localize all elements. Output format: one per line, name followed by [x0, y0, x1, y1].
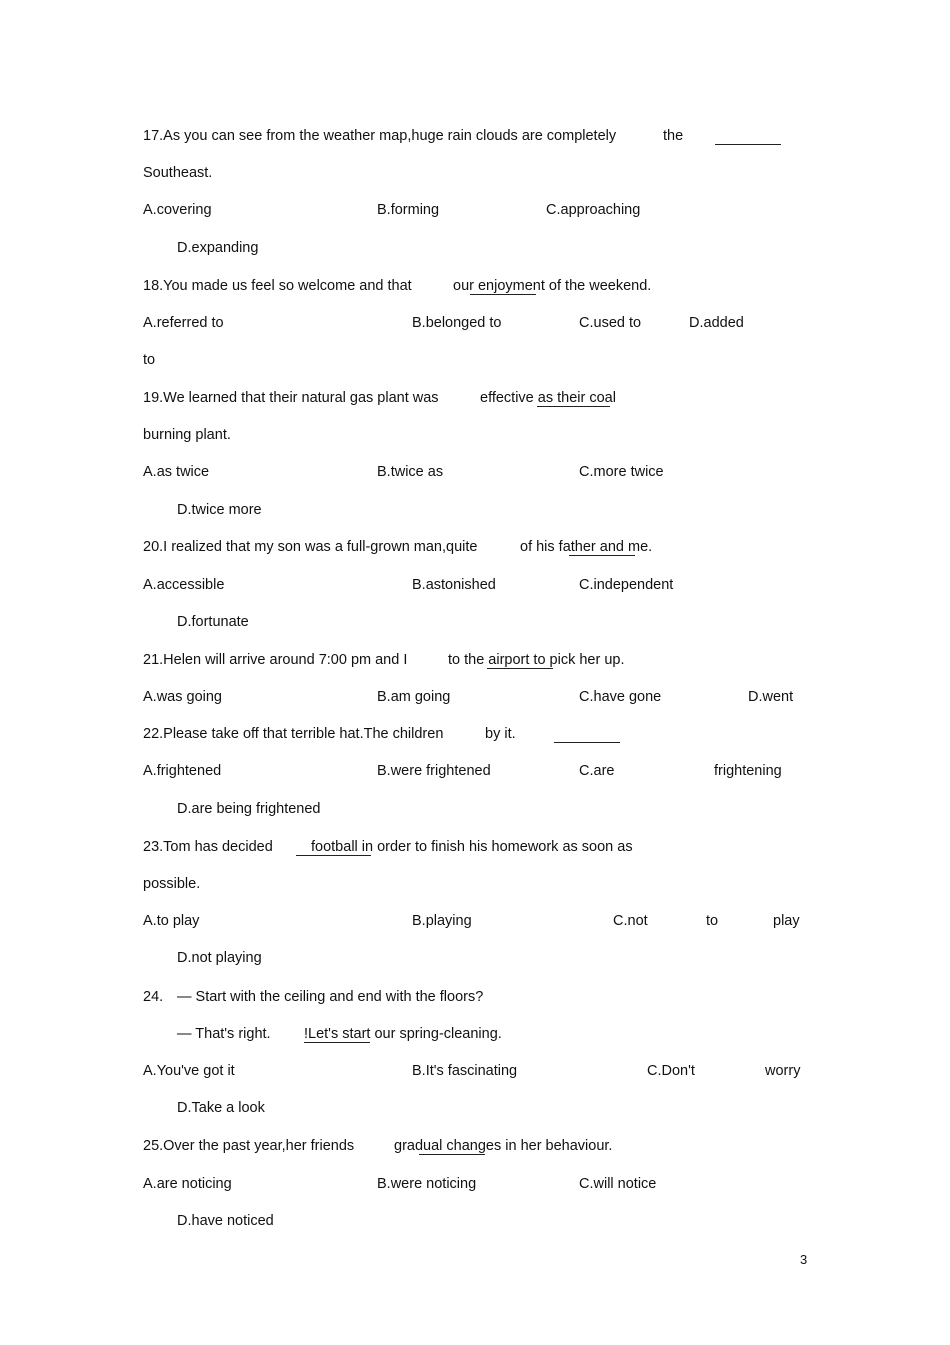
- q21-option-d: D.went: [748, 689, 794, 705]
- q19-option-a: A.as twice: [143, 464, 210, 480]
- answer-blank: [569, 555, 635, 556]
- q21-option-c: C.have gone: [579, 689, 662, 705]
- answer-blank: [419, 1154, 485, 1155]
- q18-option-a: A.referred to: [143, 315, 224, 331]
- q17-stem-end: the: [663, 128, 684, 144]
- q21-option-b: B.am going: [377, 689, 451, 705]
- q25-stem: 25.Over the past year,her friends: [143, 1138, 355, 1154]
- q19-option-b: B.twice as: [377, 464, 444, 480]
- q22-stem-end: by it.: [485, 726, 516, 742]
- q20-option-b: B.astonished: [412, 577, 496, 593]
- q18-option-b: B.belonged to: [412, 315, 502, 331]
- q17-option-d: D.expanding: [177, 240, 259, 256]
- answer-blank: [715, 144, 781, 145]
- q17-stem: 17.As you can see from the weather map,huge rain clouds are completely: [143, 128, 617, 144]
- answer-blank: [296, 855, 371, 856]
- page-number: 3: [800, 1252, 808, 1267]
- q23-stem-cont: possible.: [143, 876, 201, 892]
- answer-blank: [554, 742, 620, 743]
- q20-stem-end: of his father and me.: [520, 539, 653, 555]
- q19-option-d: D.twice more: [177, 502, 262, 518]
- q18-option-c: C.used to: [579, 315, 642, 331]
- q17-option-b: B.forming: [377, 202, 440, 218]
- q19-stem: 19.We learned that their natural gas plant was: [143, 390, 439, 406]
- q24-option-d: D.Take a look: [177, 1100, 265, 1116]
- q21-stem-end: to the airport to pick her up.: [448, 652, 625, 668]
- q24-option-c-cont: worry: [765, 1063, 801, 1079]
- q20-option-a: A.accessible: [143, 577, 225, 593]
- q20-stem: 20.I realized that my son was a full-grown man,quite: [143, 539, 478, 555]
- q24-option-c: C.Don't: [647, 1063, 695, 1079]
- q25-option-b: B.were noticing: [377, 1176, 477, 1192]
- q22-option-c: C.are: [579, 763, 615, 779]
- q23-option-a: A.to play: [143, 913, 200, 929]
- q17-option-c: C.approaching: [546, 202, 641, 218]
- q24-dialog-line-2-end: !Let's start our spring-cleaning.: [304, 1026, 502, 1042]
- answer-blank: [537, 406, 610, 407]
- q25-stem-end: gradual changes in her behaviour.: [394, 1138, 613, 1154]
- q20-option-c: C.independent: [579, 577, 674, 593]
- q21-stem: 21.Helen will arrive around 7:00 pm and I: [143, 652, 408, 668]
- q24-option-a: A.You've got it: [143, 1063, 235, 1079]
- q25-option-a: A.are noticing: [143, 1176, 232, 1192]
- q25-option-d: D.have noticed: [177, 1213, 274, 1229]
- q17-stem-cont: Southeast.: [143, 165, 213, 181]
- q22-option-a: A.frightened: [143, 763, 222, 779]
- q23-option-c: C.not: [613, 913, 648, 929]
- q22-option-b: B.were frightened: [377, 763, 491, 779]
- q22-stem: 22.Please take off that terrible hat.The children: [143, 726, 444, 742]
- q18-option-d: D.added: [689, 315, 744, 331]
- q23-option-c-play: play: [773, 913, 800, 929]
- q18-option-d-cont: to: [143, 352, 156, 368]
- q19-stem-cont: burning plant.: [143, 427, 231, 443]
- answer-blank: [304, 1042, 370, 1043]
- q19-option-c: C.more twice: [579, 464, 664, 480]
- q24-number: 24.: [143, 989, 164, 1005]
- q23-option-c-to: to: [706, 913, 719, 929]
- q24-dialog-line-1: — Start with the ceiling and end with the floors?: [177, 989, 484, 1005]
- q17-option-a: A.covering: [143, 202, 212, 218]
- q18-stem-end: our enjoyment of the weekend.: [453, 278, 652, 294]
- q23-stem: 23.Tom has decided: [143, 839, 273, 855]
- q23-option-d: D.not playing: [177, 950, 262, 966]
- answer-blank: [487, 668, 553, 669]
- q20-option-d: D.fortunate: [177, 614, 249, 630]
- answer-blank: [470, 294, 536, 295]
- q23-stem-end: football in order to finish his homework as soon as: [311, 839, 633, 855]
- q24-dialog-line-2: — That's right.: [177, 1026, 271, 1042]
- q19-stem-end: effective as their coal: [480, 390, 616, 406]
- q22-option-d: D.are being frightened: [177, 801, 321, 817]
- q24-option-b: B.It's fascinating: [412, 1063, 518, 1079]
- q21-option-a: A.was going: [143, 689, 222, 705]
- q22-option-c-cont: frightening: [714, 763, 782, 779]
- q23-option-b: B.playing: [412, 913, 472, 929]
- q18-stem: 18.You made us feel so welcome and that: [143, 278, 412, 294]
- q25-option-c: C.will notice: [579, 1176, 657, 1192]
